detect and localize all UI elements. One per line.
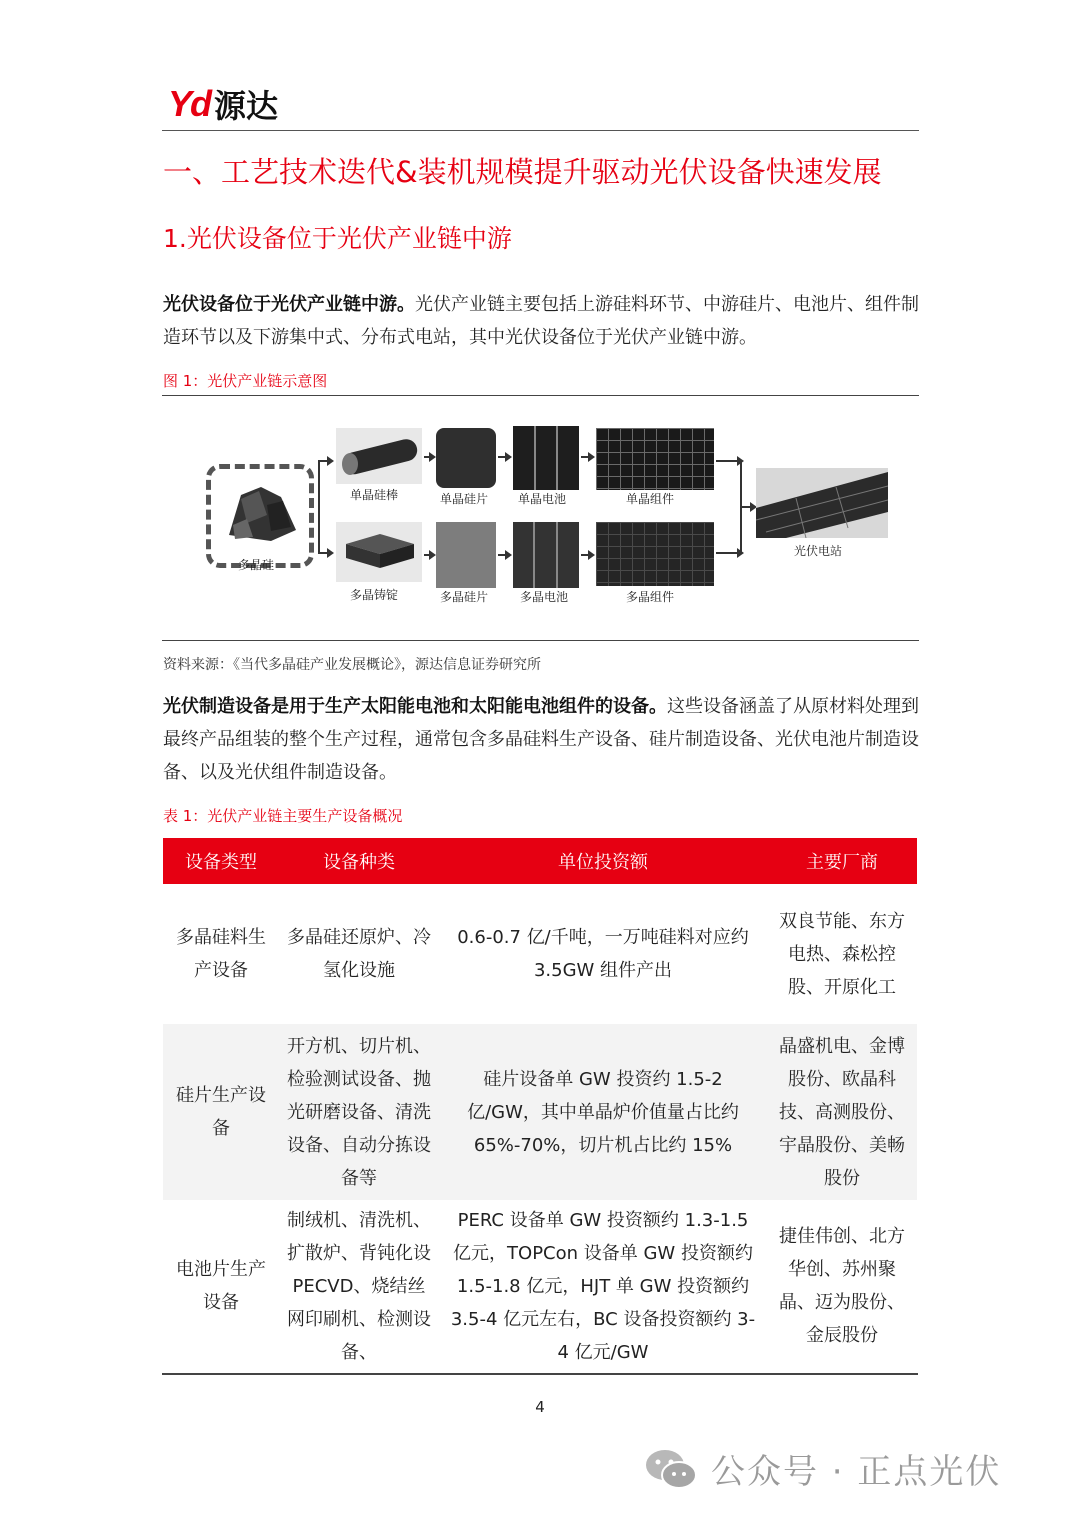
polysilicon-chunks-icon bbox=[211, 475, 309, 545]
poly-wafer-image bbox=[436, 522, 496, 588]
poly-ingot-image bbox=[336, 522, 422, 582]
mono-rod-image bbox=[336, 428, 422, 484]
poly-cell-image bbox=[513, 522, 579, 588]
cell-vendors: 双良节能、东方电热、森松控股、开原化工 bbox=[779, 910, 905, 998]
table-row bbox=[163, 1200, 917, 1372]
arrow-poly-wafer-to-cell bbox=[498, 554, 510, 556]
cell-kind: 多晶硅还原炉、冷氢化设施 bbox=[287, 927, 431, 981]
header-main-vendors: 主要厂商 bbox=[767, 838, 917, 884]
table-header-row bbox=[163, 838, 917, 884]
table-row bbox=[163, 1024, 917, 1200]
arrow-ingot-to-wafer bbox=[424, 554, 434, 556]
logo-mark: Yd bbox=[168, 83, 211, 124]
arrow-poly-cell-to-module bbox=[581, 554, 593, 556]
header-equipment-kind: 设备种类 bbox=[279, 838, 439, 884]
table-bottom-rule bbox=[162, 1373, 918, 1375]
cell-investment: 硅片设备单 GW 投资约 1.5-2 亿/GW，其中单晶炉价值量占比约 65%-70%，切片机占比约 15% bbox=[439, 1024, 767, 1200]
header-unit-investment: 单位投资额 bbox=[439, 838, 767, 884]
table-caption: 表 1：光伏产业链主要生产设备概况 bbox=[163, 807, 403, 825]
merge-line-bottom bbox=[716, 552, 742, 554]
polysilicon-image bbox=[206, 464, 314, 568]
mono-cell-grid-icon bbox=[513, 426, 579, 490]
arrow-wafer-to-cell bbox=[498, 456, 510, 458]
pv-chain-figure bbox=[200, 420, 900, 620]
label-poly-cell: 多晶电池 bbox=[520, 590, 569, 604]
intro-lead: 光伏设备位于光伏产业链中游。 bbox=[163, 294, 415, 315]
section-title: 一、工艺技术迭代&装机规模提升驱动光伏设备快速发展 bbox=[163, 155, 882, 189]
intro-paragraph bbox=[163, 288, 919, 354]
label-mono-module: 单晶组件 bbox=[626, 492, 675, 506]
branch-line bbox=[318, 460, 320, 552]
equipment-paragraph bbox=[163, 690, 919, 789]
solar-farm-icon bbox=[756, 468, 888, 538]
poly-ingot-icon bbox=[336, 522, 422, 582]
label-mono-rod: 单晶硅棒 bbox=[350, 488, 399, 502]
page-number: 4 bbox=[535, 1398, 545, 1416]
figure-bottom-rule bbox=[162, 640, 919, 641]
cell-kind: 制绒机、清洗机、扩散炉、背钝化设 PECVD、烧结丝网印刷机、检测设备、 bbox=[287, 1209, 431, 1363]
equipment-table bbox=[163, 838, 917, 1372]
arrow-to-poly-ingot bbox=[318, 552, 332, 554]
cell-investment: 0.6-0.7 亿/千吨，一万吨硅料对应约 3.5GW 组件产出 bbox=[457, 927, 749, 981]
equipment-lead: 光伏制造设备是用于生产太阳能电池和太阳能电池组件的设备。 bbox=[163, 696, 667, 717]
table-row bbox=[163, 884, 917, 1024]
label-power-plant: 光伏电站 bbox=[794, 544, 843, 558]
cell-investment: PERC 设备单 GW 投资额约 1.3-1.5 亿元，TOPCon 设备单 GW 投资额约 1.5-1.8 亿元，HJT 单 GW 投资额约 3.5-4 亿元左右，BC 设备投资额约 3-4 亿元/GW bbox=[450, 1209, 756, 1363]
cell-kind: 开方机、切片机、检验测试设备、抛光研磨设备、清洗设备、自动分拣设备等 bbox=[279, 1024, 439, 1200]
arrow-rod-to-wafer bbox=[424, 456, 434, 458]
arrow-cell-to-module bbox=[581, 456, 593, 458]
figure-caption: 图 1：光伏产业链示意图 bbox=[163, 372, 328, 390]
mono-wafer-image bbox=[436, 428, 496, 488]
company-logo bbox=[168, 82, 278, 126]
wechat-icon bbox=[643, 1447, 699, 1491]
figure-source: 资料来源：《当代多晶硅产业发展概论》，源达信息证券研究所 bbox=[163, 657, 541, 673]
equipment-body: 这些设备涵盖了从原材料处理到最终产品组装的整个生产过程，通常包含多晶硅料生产设备、硅片制造设备、光伏电池片制造设备、以及光伏组件制造设备。 bbox=[163, 696, 919, 783]
label-polysilicon: 多晶硅 bbox=[238, 558, 275, 572]
subsection-title: 1.光伏设备位于光伏产业链中游 bbox=[163, 224, 512, 253]
arrow-to-plant bbox=[741, 506, 755, 508]
cell-type: 多晶硅料生产设备 bbox=[176, 927, 266, 981]
cell-vendors: 捷佳伟创、北方华创、苏州聚晶、迈为股份、金辰股份 bbox=[779, 1226, 905, 1346]
header-equipment-type: 设备类型 bbox=[163, 838, 279, 884]
watermark-text: 公众号 · 正点光伏 bbox=[711, 1452, 1002, 1492]
merge-line-top bbox=[716, 460, 742, 462]
header-divider bbox=[162, 130, 919, 131]
label-poly-wafer: 多晶硅片 bbox=[440, 590, 489, 604]
mono-rod-icon bbox=[336, 428, 422, 484]
label-poly-ingot: 多晶铸锭 bbox=[350, 588, 399, 602]
logo-text: 源达 bbox=[214, 87, 279, 125]
label-mono-cell: 单晶电池 bbox=[518, 492, 567, 506]
wechat-watermark bbox=[643, 1444, 1001, 1493]
figure-top-rule bbox=[162, 395, 919, 396]
cell-vendors: 晶盛机电、金博股份、欧晶科技、高测股份、宇晶股份、美畅股份 bbox=[767, 1024, 917, 1200]
cell-type: 硅片生产设备 bbox=[163, 1024, 279, 1200]
label-mono-wafer: 单晶硅片 bbox=[440, 492, 489, 506]
mono-cell-image bbox=[513, 426, 579, 490]
cell-type: 电池片生产设备 bbox=[176, 1259, 266, 1313]
mono-module-image bbox=[596, 428, 714, 490]
intro-body: 光伏产业链主要包括上游硅料环节、中游硅片、电池片、组件制造环节以及下游集中式、分布式电站，其中光伏设备位于光伏产业链中游。 bbox=[163, 294, 919, 348]
arrow-to-mono-rod bbox=[318, 460, 332, 462]
power-plant-image bbox=[756, 468, 888, 538]
poly-module-image bbox=[596, 522, 714, 586]
label-poly-module: 多晶组件 bbox=[626, 590, 675, 604]
